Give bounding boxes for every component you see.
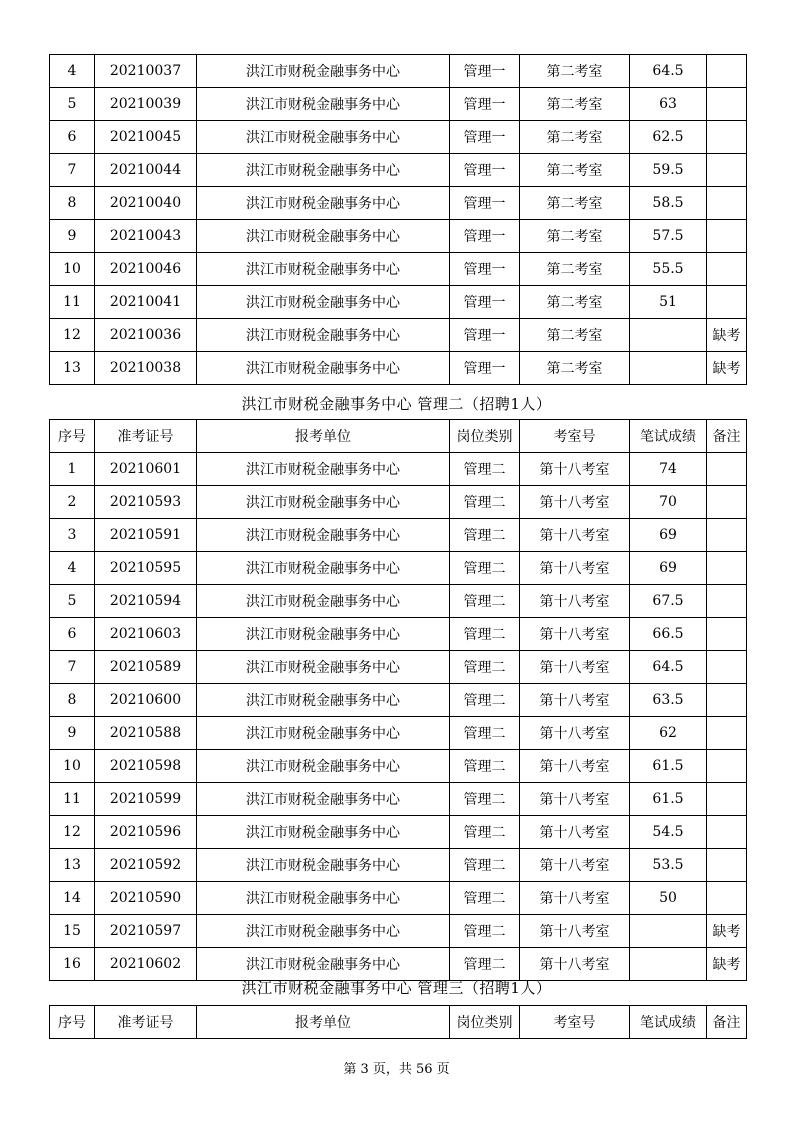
score-cell [630,915,707,948]
table-row [50,915,747,948]
ticket-number-cell: 20210041 [95,286,197,319]
position-cell: 管理一 [450,55,520,88]
position-cell: 管理一 [450,88,520,121]
position-cell: 管理二 [450,486,520,519]
ticket-number-cell: 20210603 [95,618,197,651]
remark-cell [707,154,747,187]
remark-cell [707,618,747,651]
ticket-number-cell: 20210040 [95,187,197,220]
score-cell [630,948,707,981]
remark-cell: 缺考 [707,915,747,948]
room-cell: 第二考室 [520,352,630,385]
room-cell: 第二考室 [520,88,630,121]
score-cell [630,319,707,352]
table-row [50,154,747,187]
score-cell: 62.5 [630,121,707,154]
page-footer: 第 3 页，共 56 页 [343,1062,450,1077]
ticket-number-cell: 20210039 [95,88,197,121]
unit-cell: 洪江市财税金融事务中心 [197,88,450,121]
unit-cell: 洪江市财税金融事务中心 [197,948,450,981]
unit-cell: 洪江市财税金融事务中心 [197,154,450,187]
position-cell: 管理二 [450,849,520,882]
ticket-number-cell: 20210043 [95,220,197,253]
room-cell: 第十八考室 [520,618,630,651]
unit-cell: 洪江市财税金融事务中心 [197,253,450,286]
room-cell: 第二考室 [520,55,630,88]
table-row [50,750,747,783]
position-cell: 管理二 [450,453,520,486]
score-cell: 63.5 [630,684,707,717]
seq-cell: 6 [50,618,95,651]
remark-cell [707,88,747,121]
remark-cell [707,486,747,519]
room-cell: 第十八考室 [520,519,630,552]
seq-cell: 14 [50,882,95,915]
score-cell: 64.5 [630,55,707,88]
table-row [50,783,747,816]
ticket-number-cell: 20210590 [95,882,197,915]
table-row [50,816,747,849]
table-row [50,88,747,121]
header-unit-cell: 报考单位 [197,420,450,453]
table-row [50,585,747,618]
remark-cell [707,55,747,88]
unit-cell: 洪江市财税金融事务中心 [197,121,450,154]
position-cell: 管理一 [450,319,520,352]
ticket-number-cell: 20210038 [95,352,197,385]
seq-cell: 12 [50,319,95,352]
room-cell: 第十八考室 [520,915,630,948]
remark-cell [707,453,747,486]
score-cell: 69 [630,552,707,585]
score-cell: 74 [630,453,707,486]
unit-cell: 洪江市财税金融事务中心 [197,220,450,253]
unit-cell: 洪江市财税金融事务中心 [197,552,450,585]
unit-cell: 洪江市财税金融事务中心 [197,684,450,717]
seq-cell: 9 [50,717,95,750]
ticket-number-cell: 20210601 [95,453,197,486]
remark-cell [707,717,747,750]
table-row [50,319,747,352]
ticket-number-cell: 20210600 [95,684,197,717]
remark-cell [707,519,747,552]
table-row [50,253,747,286]
position-cell: 管理一 [450,352,520,385]
ticket-number-cell: 20210599 [95,783,197,816]
remark-cell [707,816,747,849]
table-row [50,220,747,253]
table-row [50,684,747,717]
seq-cell: 4 [50,552,95,585]
remark-cell [707,552,747,585]
score-cell: 66.5 [630,618,707,651]
ticket-number-cell: 20210591 [95,519,197,552]
exam-table-management-1 [49,54,747,385]
remark-cell [707,651,747,684]
header-ticket-number-cell: 准考证号 [95,420,197,453]
position-cell: 管理一 [450,286,520,319]
section-title-management-3: 洪江市财税金融事务中心 管理三（招聘1人） [241,979,552,997]
room-cell: 第二考室 [520,121,630,154]
room-cell: 第二考室 [520,319,630,352]
unit-cell: 洪江市财税金融事务中心 [197,286,450,319]
position-cell: 管理二 [450,618,520,651]
unit-cell: 洪江市财税金融事务中心 [197,319,450,352]
header-seq-cell: 序号 [50,420,95,453]
score-cell: 50 [630,882,707,915]
room-cell: 第十八考室 [520,585,630,618]
remark-cell: 缺考 [707,319,747,352]
ticket-number-cell: 20210036 [95,319,197,352]
seq-cell: 2 [50,486,95,519]
room-cell: 第十八考室 [520,882,630,915]
table-row [50,882,747,915]
score-cell: 51 [630,286,707,319]
score-cell: 59.5 [630,154,707,187]
remark-cell: 缺考 [707,948,747,981]
exam-table-management-3 [49,1005,747,1039]
room-cell: 第二考室 [520,187,630,220]
remark-cell: 缺考 [707,352,747,385]
seq-cell: 15 [50,915,95,948]
seq-cell: 5 [50,585,95,618]
ticket-number-cell: 20210588 [95,717,197,750]
ticket-number-cell: 20210602 [95,948,197,981]
position-cell: 管理一 [450,220,520,253]
seq-cell: 6 [50,121,95,154]
unit-cell: 洪江市财税金融事务中心 [197,55,450,88]
position-cell: 管理二 [450,882,520,915]
seq-cell: 11 [50,286,95,319]
seq-cell: 4 [50,55,95,88]
score-cell [630,352,707,385]
ticket-number-cell: 20210589 [95,651,197,684]
score-cell: 57.5 [630,220,707,253]
unit-cell: 洪江市财税金融事务中心 [197,849,450,882]
table-row [50,717,747,750]
table-row [50,453,747,486]
room-cell: 第十八考室 [520,816,630,849]
table-row [50,55,747,88]
position-cell: 管理二 [450,816,520,849]
header-seq-cell: 序号 [50,1006,95,1039]
room-cell: 第十八考室 [520,486,630,519]
unit-cell: 洪江市财税金融事务中心 [197,651,450,684]
position-cell: 管理二 [450,717,520,750]
unit-cell: 洪江市财税金融事务中心 [197,717,450,750]
ticket-number-cell: 20210045 [95,121,197,154]
header-room-cell: 考室号 [520,420,630,453]
score-cell: 53.5 [630,849,707,882]
table-row [50,121,747,154]
table-row [50,286,747,319]
room-cell: 第十八考室 [520,717,630,750]
header-unit-cell: 报考单位 [197,1006,450,1039]
score-cell: 62 [630,717,707,750]
room-cell: 第二考室 [520,253,630,286]
seq-cell: 3 [50,519,95,552]
table-header-row [50,1006,747,1039]
remark-cell [707,585,747,618]
remark-cell [707,286,747,319]
ticket-number-cell: 20210594 [95,585,197,618]
ticket-number-cell: 20210044 [95,154,197,187]
room-cell: 第二考室 [520,286,630,319]
score-cell: 64.5 [630,651,707,684]
unit-cell: 洪江市财税金融事务中心 [197,783,450,816]
exam-table-management-2 [49,419,747,981]
seq-cell: 7 [50,154,95,187]
score-cell: 58.5 [630,187,707,220]
ticket-number-cell: 20210593 [95,486,197,519]
table-header-row [50,420,747,453]
unit-cell: 洪江市财税金融事务中心 [197,816,450,849]
room-cell: 第十八考室 [520,453,630,486]
table-row [50,187,747,220]
room-cell: 第十八考室 [520,948,630,981]
unit-cell: 洪江市财税金融事务中心 [197,585,450,618]
unit-cell: 洪江市财税金融事务中心 [197,486,450,519]
room-cell: 第十八考室 [520,750,630,783]
header-ticket-number-cell: 准考证号 [95,1006,197,1039]
remark-cell [707,187,747,220]
remark-cell [707,750,747,783]
seq-cell: 10 [50,253,95,286]
unit-cell: 洪江市财税金融事务中心 [197,915,450,948]
seq-cell: 16 [50,948,95,981]
position-cell: 管理二 [450,651,520,684]
unit-cell: 洪江市财税金融事务中心 [197,453,450,486]
unit-cell: 洪江市财税金融事务中心 [197,519,450,552]
position-cell: 管理二 [450,783,520,816]
position-cell: 管理二 [450,552,520,585]
ticket-number-cell: 20210595 [95,552,197,585]
position-cell: 管理一 [450,121,520,154]
table-row [50,849,747,882]
score-cell: 55.5 [630,253,707,286]
seq-cell: 10 [50,750,95,783]
unit-cell: 洪江市财税金融事务中心 [197,882,450,915]
position-cell: 管理二 [450,585,520,618]
header-position-cell: 岗位类别 [450,420,520,453]
table-row [50,352,747,385]
ticket-number-cell: 20210597 [95,915,197,948]
seq-cell: 8 [50,684,95,717]
score-cell: 67.5 [630,585,707,618]
room-cell: 第十八考室 [520,651,630,684]
ticket-number-cell: 20210046 [95,253,197,286]
header-score-cell: 笔试成绩 [630,420,707,453]
unit-cell: 洪江市财税金融事务中心 [197,187,450,220]
room-cell: 第二考室 [520,220,630,253]
position-cell: 管理一 [450,187,520,220]
room-cell: 第十八考室 [520,849,630,882]
position-cell: 管理一 [450,253,520,286]
table-row [50,948,747,981]
seq-cell: 8 [50,187,95,220]
seq-cell: 7 [50,651,95,684]
room-cell: 第十八考室 [520,783,630,816]
unit-cell: 洪江市财税金融事务中心 [197,750,450,783]
seq-cell: 1 [50,453,95,486]
score-cell: 54.5 [630,816,707,849]
remark-cell [707,220,747,253]
header-score-cell: 笔试成绩 [630,1006,707,1039]
score-cell: 69 [630,519,707,552]
table-row [50,618,747,651]
header-remark-cell: 备注 [707,1006,747,1039]
position-cell: 管理二 [450,684,520,717]
room-cell: 第二考室 [520,154,630,187]
header-position-cell: 岗位类别 [450,1006,520,1039]
seq-cell: 13 [50,352,95,385]
remark-cell [707,783,747,816]
position-cell: 管理一 [450,154,520,187]
table-row [50,651,747,684]
unit-cell: 洪江市财税金融事务中心 [197,352,450,385]
score-cell: 61.5 [630,783,707,816]
ticket-number-cell: 20210596 [95,816,197,849]
ticket-number-cell: 20210592 [95,849,197,882]
score-cell: 70 [630,486,707,519]
header-room-cell: 考室号 [520,1006,630,1039]
remark-cell [707,882,747,915]
remark-cell [707,849,747,882]
score-cell: 63 [630,88,707,121]
score-cell: 61.5 [630,750,707,783]
position-cell: 管理二 [450,750,520,783]
unit-cell: 洪江市财税金融事务中心 [197,618,450,651]
ticket-number-cell: 20210037 [95,55,197,88]
seq-cell: 5 [50,88,95,121]
section-title-management-2: 洪江市财税金融事务中心 管理二（招聘1人） [241,395,552,413]
room-cell: 第十八考室 [520,552,630,585]
remark-cell [707,253,747,286]
position-cell: 管理二 [450,915,520,948]
remark-cell [707,121,747,154]
seq-cell: 11 [50,783,95,816]
ticket-number-cell: 20210598 [95,750,197,783]
position-cell: 管理二 [450,948,520,981]
table-row [50,519,747,552]
seq-cell: 13 [50,849,95,882]
seq-cell: 12 [50,816,95,849]
position-cell: 管理二 [450,519,520,552]
room-cell: 第十八考室 [520,684,630,717]
seq-cell: 9 [50,220,95,253]
table-row [50,552,747,585]
table-row [50,486,747,519]
header-remark-cell: 备注 [707,420,747,453]
remark-cell [707,684,747,717]
